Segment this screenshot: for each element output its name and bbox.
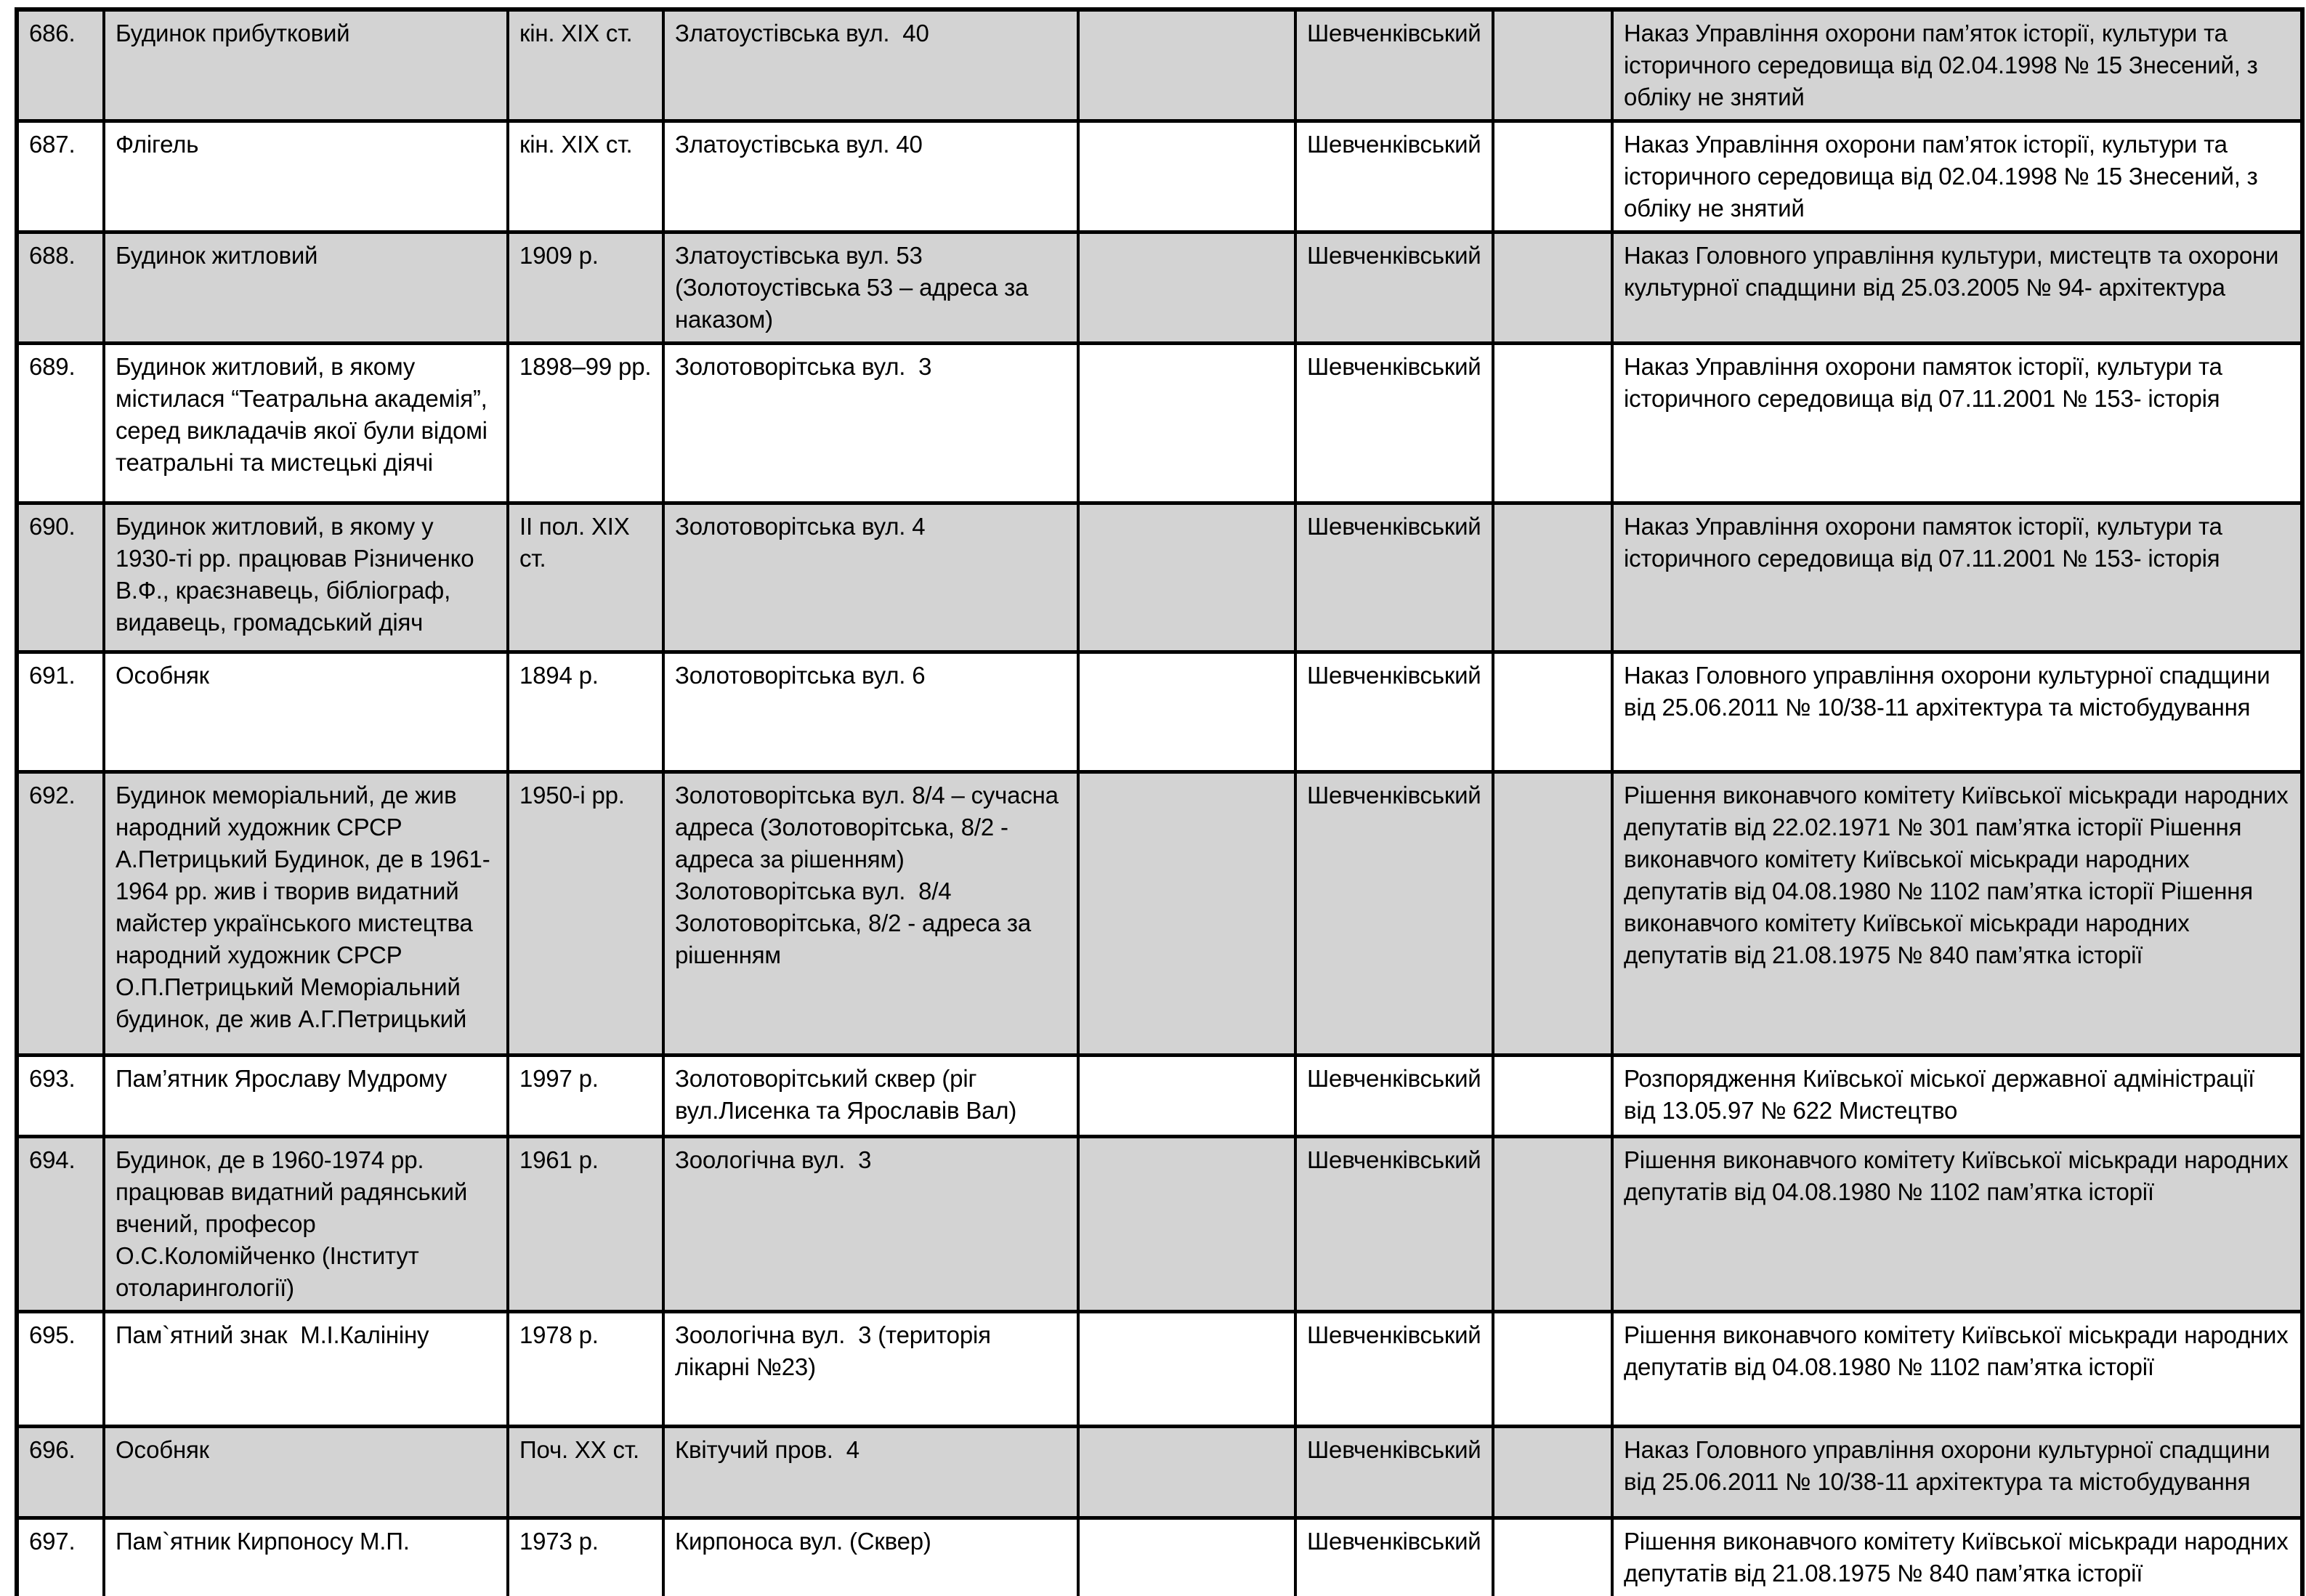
cell-dating: 1894 р. bbox=[508, 652, 663, 772]
cell-empty-1 bbox=[1078, 503, 1295, 652]
cell-number: 694. bbox=[17, 1137, 104, 1312]
cell-dating: ІІ пол. XIX ст. bbox=[508, 503, 663, 652]
cell-name: Особняк bbox=[104, 652, 508, 772]
cell-dating: 1898–99 рр. bbox=[508, 344, 663, 503]
cell-address: Златоустівська вул. 53 (Золотоустівська 53 – адреса за наказом) bbox=[663, 232, 1078, 344]
cell-district: Шевченківський bbox=[1295, 1056, 1493, 1137]
cell-district: Шевченківський bbox=[1295, 232, 1493, 344]
cell-empty-2 bbox=[1493, 503, 1612, 652]
cell-dating: 1950-і рр. bbox=[508, 772, 663, 1056]
cell-district: Шевченківський bbox=[1295, 9, 1493, 121]
cell-empty-2 bbox=[1493, 9, 1612, 121]
cell-number: 695. bbox=[17, 1312, 104, 1427]
cell-document: Наказ Головного управління охорони культурної спадщини від 25.06.2011 № 10/38-11 архітектура та містобудування bbox=[1612, 652, 2302, 772]
cell-dating: кін. XIX ст. bbox=[508, 9, 663, 121]
cell-empty-1 bbox=[1078, 1137, 1295, 1312]
cell-empty-2 bbox=[1493, 232, 1612, 344]
cell-address: Кирпоноса вул. (Сквер) bbox=[663, 1518, 1078, 1596]
table-row bbox=[17, 344, 2302, 503]
cell-name: Флігель bbox=[104, 121, 508, 232]
cell-empty-1 bbox=[1078, 1056, 1295, 1137]
cell-district: Шевченківський bbox=[1295, 1312, 1493, 1427]
cell-dating: 1909 р. bbox=[508, 232, 663, 344]
table-row bbox=[17, 232, 2302, 344]
cell-district: Шевченківський bbox=[1295, 121, 1493, 232]
cell-district: Шевченківський bbox=[1295, 1518, 1493, 1596]
cell-address: Золотоворітська вул. 4 bbox=[663, 503, 1078, 652]
cell-number: 697. bbox=[17, 1518, 104, 1596]
cell-empty-1 bbox=[1078, 1312, 1295, 1427]
table-row bbox=[17, 1056, 2302, 1137]
cell-document: Розпорядження Київської міської державної адміністрації від 13.05.97 № 622 Мистецтво bbox=[1612, 1056, 2302, 1137]
cell-address: Златоустівська вул. 40 bbox=[663, 9, 1078, 121]
cell-document: Рішення виконавчого комітету Київської міськради народних депутатів від 04.08.1980 № 1102 пам’ятка історії bbox=[1612, 1312, 2302, 1427]
cell-empty-1 bbox=[1078, 652, 1295, 772]
cell-address: Золотоворітська вул. 6 bbox=[663, 652, 1078, 772]
cell-empty-1 bbox=[1078, 9, 1295, 121]
cell-dating: 1973 р. bbox=[508, 1518, 663, 1596]
cell-district: Шевченківський bbox=[1295, 1137, 1493, 1312]
cell-name: Будинок житловий, в якому у 1930-ті рр. працював Різниченко В.Ф., краєзнавець, бібліограф, видавець, громадський діяч bbox=[104, 503, 508, 652]
cell-name: Будинок меморіальний, де жив народний художник СРСР А.Петрицький Будинок, де в 1961-1964 рр. жив і творив видатний майстер українського мистецтва народний художник СРСР О.П.Петрицький Меморіальний будинок, де жив А.Г.Петрицький bbox=[104, 772, 508, 1056]
cell-name: Пам’ятник Ярославу Мудрому bbox=[104, 1056, 508, 1137]
table-row bbox=[17, 772, 2302, 1056]
cell-name: Особняк bbox=[104, 1427, 508, 1518]
cell-name: Пам`ятний знак М.І.Калініну bbox=[104, 1312, 508, 1427]
monuments-table-body bbox=[17, 9, 2302, 1596]
cell-empty-2 bbox=[1493, 1518, 1612, 1596]
cell-district: Шевченківський bbox=[1295, 344, 1493, 503]
cell-address: Золотоворітський сквер (ріг вул.Лисенка та Ярославів Вал) bbox=[663, 1056, 1078, 1137]
cell-district: Шевченківський bbox=[1295, 652, 1493, 772]
cell-empty-1 bbox=[1078, 232, 1295, 344]
cell-number: 688. bbox=[17, 232, 104, 344]
cell-number: 690. bbox=[17, 503, 104, 652]
cell-address: Зоологічна вул. 3 bbox=[663, 1137, 1078, 1312]
cell-number: 693. bbox=[17, 1056, 104, 1137]
cell-empty-1 bbox=[1078, 1427, 1295, 1518]
cell-document: Наказ Управління охорони памяток історії, культури та історичного середовища від 07.11.2001 № 153- історія bbox=[1612, 503, 2302, 652]
cell-district: Шевченківський bbox=[1295, 772, 1493, 1056]
cell-empty-2 bbox=[1493, 1427, 1612, 1518]
cell-address: Квітучий пров. 4 bbox=[663, 1427, 1078, 1518]
cell-dating: 1978 р. bbox=[508, 1312, 663, 1427]
cell-district: Шевченківський bbox=[1295, 503, 1493, 652]
cell-empty-2 bbox=[1493, 1137, 1612, 1312]
cell-name: Будинок прибутковий bbox=[104, 9, 508, 121]
table-row bbox=[17, 1518, 2302, 1596]
cell-document: Наказ Управління охорони пам’яток історії, культури та історичного середовища від 02.04.1998 № 15 Знесений, з обліку не знятий bbox=[1612, 121, 2302, 232]
cell-document: Наказ Управління охорони пам’яток історії, культури та історичного середовища від 02.04.1998 № 15 Знесений, з обліку не знятий bbox=[1612, 9, 2302, 121]
cell-name: Будинок житловий bbox=[104, 232, 508, 344]
cell-address: Золотоворітська вул. 3 bbox=[663, 344, 1078, 503]
cell-empty-2 bbox=[1493, 344, 1612, 503]
cell-document: Наказ Управління охорони памяток історії, культури та історичного середовища від 07.11.2001 № 153- історія bbox=[1612, 344, 2302, 503]
cell-empty-1 bbox=[1078, 344, 1295, 503]
cell-empty-2 bbox=[1493, 772, 1612, 1056]
cell-name: Будинок, де в 1960-1974 рр. працював видатний радянський вчений, професор О.С.Коломійченко (Інститут отоларингології) bbox=[104, 1137, 508, 1312]
cell-number: 691. bbox=[17, 652, 104, 772]
cell-document: Рішення виконавчого комітету Київської міськради народних депутатів від 04.08.1980 № 1102 пам’ятка історії bbox=[1612, 1137, 2302, 1312]
cell-document: Рішення виконавчого комітету Київської міськради народних депутатів від 21.08.1975 № 840 пам’ятка історії bbox=[1612, 1518, 2302, 1596]
cell-document: Рішення виконавчого комітету Київської міськради народних депутатів від 22.02.1971 № 301 пам’ятка історії Рішення виконавчого комітету Київської міськради народних депутатів від 04.08.1980 № 1102 пам’ятка історії Рішення виконавчого комітету Київської міськради народних депутатів від 21.08.1975 № 840 пам’ятка історії bbox=[1612, 772, 2302, 1056]
cell-document: Наказ Головного управління культури, мистецтв та охорони культурної спадщини від 25.03.2005 № 94- архітектура bbox=[1612, 232, 2302, 344]
cell-address: Зоологічна вул. 3 (територія лікарні №23) bbox=[663, 1312, 1078, 1427]
cell-number: 692. bbox=[17, 772, 104, 1056]
cell-address: Золотоворітська вул. 8/4 – сучасна адреса (Золотоворітська, 8/2 - адреса за рішенням) Золотоворітська вул. 8/4 Золотоворітська, 8/2 - адреса за рішенням bbox=[663, 772, 1078, 1056]
cell-name: Пам`ятник Кирпоносу М.П. bbox=[104, 1518, 508, 1596]
cell-district: Шевченківський bbox=[1295, 1427, 1493, 1518]
cell-empty-1 bbox=[1078, 121, 1295, 232]
cell-number: 686. bbox=[17, 9, 104, 121]
table-row bbox=[17, 652, 2302, 772]
monuments-registry-table bbox=[15, 7, 2305, 1596]
cell-empty-1 bbox=[1078, 772, 1295, 1056]
cell-document: Наказ Головного управління охорони культурної спадщини від 25.06.2011 № 10/38-11 архітектура та містобудування bbox=[1612, 1427, 2302, 1518]
table-row bbox=[17, 503, 2302, 652]
cell-empty-2 bbox=[1493, 1056, 1612, 1137]
table-row bbox=[17, 1312, 2302, 1427]
cell-dating: кін. XIX ст. bbox=[508, 121, 663, 232]
table-row bbox=[17, 121, 2302, 232]
cell-empty-2 bbox=[1493, 652, 1612, 772]
cell-name: Будинок житловий, в якому містилася “Театральна академія”, серед викладачів якої були відомі театральні та мистецькі діячі bbox=[104, 344, 508, 503]
table-row bbox=[17, 1427, 2302, 1518]
cell-dating: Поч. XX ст. bbox=[508, 1427, 663, 1518]
cell-address: Златоустівська вул. 40 bbox=[663, 121, 1078, 232]
table-row bbox=[17, 9, 2302, 121]
cell-number: 696. bbox=[17, 1427, 104, 1518]
table-row bbox=[17, 1137, 2302, 1312]
cell-number: 689. bbox=[17, 344, 104, 503]
cell-number: 687. bbox=[17, 121, 104, 232]
cell-empty-2 bbox=[1493, 121, 1612, 232]
cell-empty-2 bbox=[1493, 1312, 1612, 1427]
cell-dating: 1997 р. bbox=[508, 1056, 663, 1137]
cell-dating: 1961 р. bbox=[508, 1137, 663, 1312]
cell-empty-1 bbox=[1078, 1518, 1295, 1596]
